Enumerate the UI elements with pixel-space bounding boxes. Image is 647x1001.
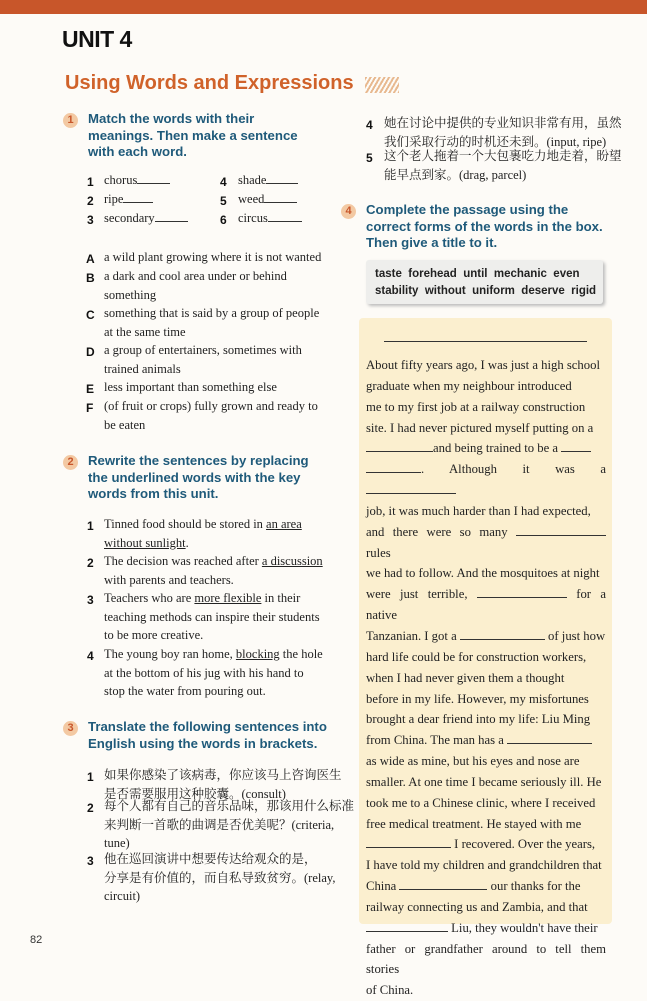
meaning-item: a wild plant growing where it is not wanted	[104, 250, 322, 264]
passage-blank[interactable]	[366, 919, 448, 932]
unit-title: UNIT 4	[62, 26, 132, 52]
passage-blank[interactable]	[366, 481, 456, 494]
passage-blank[interactable]	[561, 439, 591, 452]
translate-item: 每个人都有自己的音乐品味，那该用什么标准 来判断一首歌的曲调是否优美呢？(criteria, tune)	[104, 799, 355, 850]
translate-item: 他在巡回演讲中想要传达给观众的是， 分享是有价值的，而自私导致贫穷。(relay, circuit)	[104, 852, 336, 903]
answer-blank[interactable]	[123, 190, 153, 203]
answer-blank[interactable]	[268, 209, 302, 222]
exercise-2-badge: 2	[63, 455, 78, 470]
passage-blank[interactable]	[507, 731, 592, 744]
exercise-1-badge: 1	[63, 113, 78, 128]
rewrite-sentence-3: Teachers who are more flexible in their teaching methods can inspire their students to be more creative.	[104, 591, 320, 642]
heading-stripes-decoration	[365, 77, 399, 93]
passage-blank[interactable]	[399, 877, 487, 890]
answer-blank[interactable]	[137, 171, 170, 184]
word-item: shade	[238, 171, 298, 190]
passage-blank[interactable]	[366, 835, 451, 848]
meaning-item: (of fruit or crops) fully grown and ready to be eaten	[104, 399, 318, 432]
passage-blank[interactable]	[516, 523, 606, 536]
exercise-3-title: Translate the following sentences into English using the words in brackets.	[88, 719, 327, 751]
meaning-item: less important than something else	[104, 380, 277, 394]
exercise-4-badge: 4	[341, 204, 356, 219]
translate-item: 这个老人拖着一个大包裹吃力地走着，盼望 能早点到家。(drag, parcel)	[384, 149, 622, 182]
top-color-bar	[0, 0, 647, 14]
passage-blank[interactable]	[366, 460, 421, 473]
passage-title-blank[interactable]	[384, 341, 587, 342]
meaning-item: a dark and cool area under or behind something	[104, 269, 287, 302]
rewrite-sentence-1: Tinned food should be stored in an area without sunlight.	[104, 517, 302, 550]
passage-blank[interactable]	[366, 439, 433, 452]
exercise-2-title: Rewrite the sentences by replacing the underlined words with the key words from this unit.	[88, 453, 309, 501]
meaning-item: something that is said by a group of people at the same time	[104, 306, 320, 339]
section-heading: Using Words and Expressions	[65, 72, 354, 94]
word-item: weed	[238, 190, 297, 209]
word-item: secondary	[104, 209, 188, 228]
answer-blank[interactable]	[155, 209, 188, 222]
passage-blank[interactable]	[477, 585, 567, 598]
word-box: taste forehead until mechanic even stability without uniform deserve rigid	[366, 260, 603, 304]
word-item: chorus	[104, 171, 170, 190]
passage-text: About fifty years ago, I was just a high school graduate when my neighbour introduced me to my first job at a railway construction site. I had never pictured myself putting on a and being trained to be a . Although it was a job, it was much harder than I had expected, and there were so many rules we had to follow. And the mosquitoes at night were just terrible, for a native Tanzanian. I got a of just how hard life could be for construction workers, when I had never given them a thought before in my life. However, my misfortunes brought a dear friend into my life: Liu Ming from China. The man has a as wide as mine, but his eyes and nose are smaller. At one time I became seriously ill. He took me to a Chinese clinic, where I received free medical treatment. He stayed with me I recovered. Over the years, I have told my children and grandchildren that China our thanks for the railway connecting us and Zambia, and that Liu, they wouldn't have their father or grandfather around to tell them stories of China.	[366, 358, 606, 998]
rewrite-sentence-2: The decision was reached after a discussion with parents and teachers.	[104, 554, 323, 587]
page-number: 82	[30, 934, 43, 946]
answer-blank[interactable]	[264, 190, 297, 203]
exercise-1-title: Match the words with their meanings. Then make a sentence with each word.	[88, 111, 298, 159]
word-item: ripe	[104, 190, 153, 209]
translate-item: 她在讨论中提供的专业知识非常有用，虽然 我们采取行动的时机还未到。(input, ripe)	[384, 116, 622, 149]
meaning-item: a group of entertainers, sometimes with trained animals	[104, 343, 302, 376]
translate-item: 如果你感染了该病毒，你应该马上咨询医生 是否需要服用这种胶囊。(consult)	[104, 768, 342, 801]
word-item: circus	[238, 209, 302, 228]
rewrite-sentence-4: The young boy ran home, blocking the hole at the bottom of his jug with his hand to stop the water from pouring out.	[104, 647, 323, 698]
exercise-4-title: Complete the passage using the correct forms of the words in the box. Then give a title to it.	[366, 202, 603, 250]
passage-blank[interactable]	[460, 627, 545, 640]
exercise-3-badge: 3	[63, 721, 78, 736]
answer-blank[interactable]	[266, 171, 298, 184]
